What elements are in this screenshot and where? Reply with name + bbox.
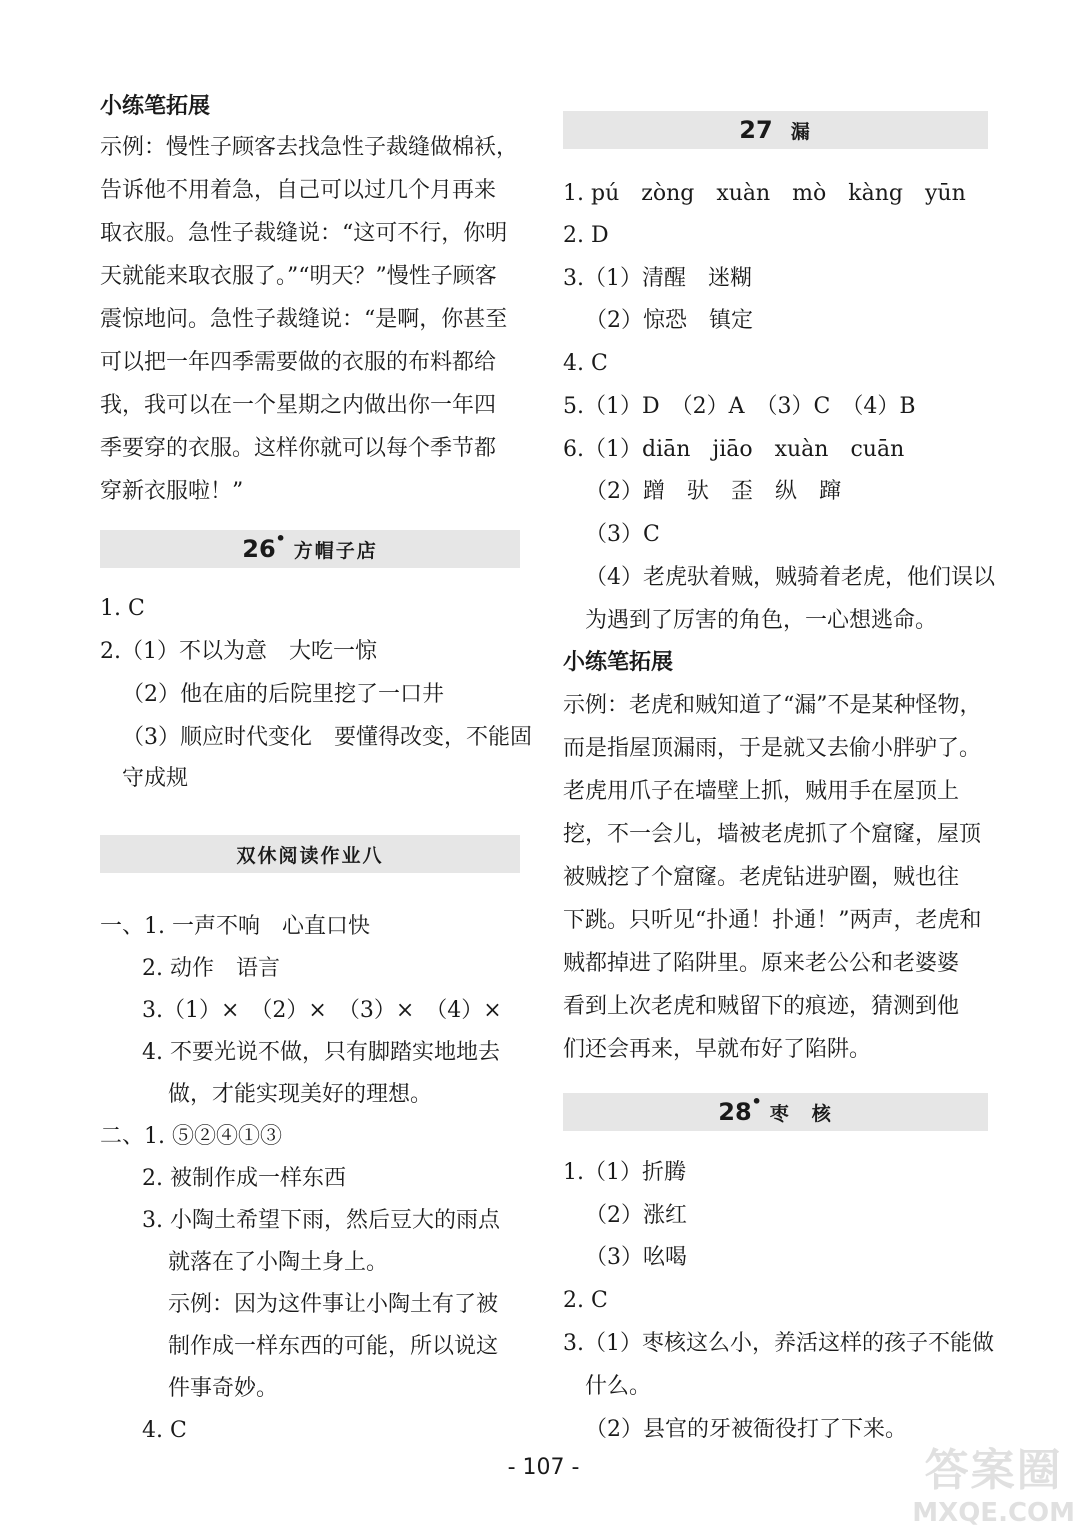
- answer-line: 3.（1）清醒 迷糊: [563, 266, 752, 291]
- answer-line: 就落在了小陶土身上。: [168, 1250, 389, 1275]
- lesson-number: 26 •: [242, 529, 286, 563]
- practice-line: 天就能来取衣服了。”“明天？”慢性子顾客: [100, 264, 497, 289]
- answer-line: 二、1. ⑤②④①③: [100, 1124, 282, 1149]
- answer-line: （3）吆喝: [585, 1245, 687, 1270]
- answer-line: 6.（1）diān jiāo xuàn cuān: [563, 437, 905, 462]
- answer-line: 3.（1）枣核这么小，养活这样的孩子不能做: [563, 1331, 994, 1356]
- answer-line: 3. 小陶土希望下雨，然后豆大的雨点: [142, 1208, 500, 1233]
- answer-line: 4. C: [142, 1418, 187, 1443]
- answer-line: （2）他在庙的后院里挖了一口井: [122, 682, 444, 707]
- practice-line: 可以把一年四季需要做的衣服的布料都给: [100, 350, 497, 375]
- answer-line: 2. D: [563, 223, 609, 248]
- practice-line: 挖，不一会儿，墙被老虎抓了个窟窿，屋顶: [563, 822, 982, 847]
- practice-line: 震惊地问。急性子裁缝说：“是啊，你甚至: [100, 307, 508, 332]
- practice-line: 告诉他不用着急，自己可以过几个月再来: [100, 178, 497, 203]
- practice-line: 们还会再来，早就布好了陷阱。: [563, 1037, 872, 1062]
- practice-line: 示例：慢性子顾客去找急性子裁缝做棉袄，: [100, 135, 519, 160]
- answer-line: 做，才能实现美好的理想。: [168, 1082, 433, 1107]
- answer-line: （3）C: [585, 522, 660, 547]
- answer-line: 4. 不要光说不做，只有脚踏实地地去: [142, 1040, 500, 1065]
- answer-line: 2. 被制作成一样东西: [142, 1166, 346, 1191]
- weekend-reading-header: [100, 835, 520, 873]
- answer-line: （2）涨红: [585, 1203, 687, 1228]
- answer-line: 1. C: [100, 596, 145, 621]
- lesson-number: 27: [739, 116, 773, 144]
- answer-line: （4）老虎驮着贼，贼骑着老虎，他们误以: [585, 565, 995, 590]
- answer-line: 1. pú zòng xuàn mò kàng yūn: [563, 181, 966, 206]
- answer-line: 制作成一样东西的可能，所以说这: [168, 1334, 499, 1359]
- practice-line: 季要穿的衣服。这样你就可以每个季节都: [100, 436, 497, 461]
- lesson-27-header: [563, 111, 988, 149]
- practice-line: 我，我可以在一个星期之内做出你一年四: [100, 393, 497, 418]
- lesson-title: 方帽子店: [293, 539, 378, 562]
- answer-line: 示例：因为这件事让小陶土有了被: [168, 1292, 499, 1317]
- practice-line: 下跳。只听见“扑通！扑通！”两声，老虎和: [563, 908, 982, 933]
- answer-line: （2）县官的牙被衙役打了下来。: [585, 1417, 907, 1442]
- answer-line: 为遇到了厉害的角色，一心想逃命。: [585, 608, 938, 633]
- practice-line: 示例：老虎和贼知道了“漏”不是某种怪物，: [563, 693, 982, 718]
- practice-heading-right: 小练笔拓展: [563, 650, 674, 675]
- lesson-26-header: [100, 530, 520, 568]
- answer-line: （2）惊恐 镇定: [585, 308, 753, 333]
- answer-line: 守成规: [122, 766, 189, 791]
- page-number: - 107 -: [507, 1455, 580, 1480]
- answer-line: 一、1. 一声不响 心直口快: [100, 914, 370, 939]
- practice-line: 被贼挖了个窟窿。老虎钻进驴圈，贼也往: [563, 865, 960, 890]
- practice-line: 而是指屋顶漏雨，于是就又去偷小胖驴了。: [563, 736, 982, 761]
- answer-line: 1.（1）折腾: [563, 1160, 686, 1185]
- answer-line: 2. C: [563, 1288, 608, 1313]
- practice-heading-left: 小练笔拓展: [100, 94, 211, 119]
- practice-line: 贼都掉进了陷阱里。原来老公公和老婆婆: [563, 951, 960, 976]
- lesson-title: 枣 核: [769, 1102, 833, 1125]
- answer-line: 2. 动作 语言: [142, 956, 280, 981]
- practice-line: 老虎用爪子在墙壁上抓，贼用手在屋顶上: [563, 779, 960, 804]
- lesson-28-header: [563, 1093, 988, 1131]
- answer-line: 2.（1）不以为意 大吃一惊: [100, 639, 377, 664]
- practice-line: 穿新衣服啦！”: [100, 479, 244, 504]
- answer-line: （3）顺应时代变化 要懂得改变，不能固: [122, 725, 532, 750]
- answer-line: 3.（1）× （2）× （3）× （4）×: [142, 998, 502, 1023]
- answer-line: 件事奇妙。: [168, 1376, 279, 1401]
- answer-line: 4. C: [563, 351, 608, 376]
- lesson-number: 28 •: [718, 1092, 762, 1126]
- practice-line: 看到上次老虎和贼留下的痕迹，猜测到他: [563, 994, 960, 1019]
- section-title: 双休阅读作业八: [236, 844, 384, 867]
- practice-line: 取衣服。急性子裁缝说：“这可不行，你明: [100, 221, 508, 246]
- answer-line: （2）蹭 驮 歪 纵 蹿: [585, 479, 841, 504]
- lesson-title: 漏: [790, 120, 812, 143]
- watermark-logo: 答案圈 MXQE.COM: [912, 1445, 1075, 1528]
- answer-line: 5.（1）D （2）A （3）C （4）B: [563, 394, 916, 419]
- answer-line: 什么。: [585, 1374, 652, 1399]
